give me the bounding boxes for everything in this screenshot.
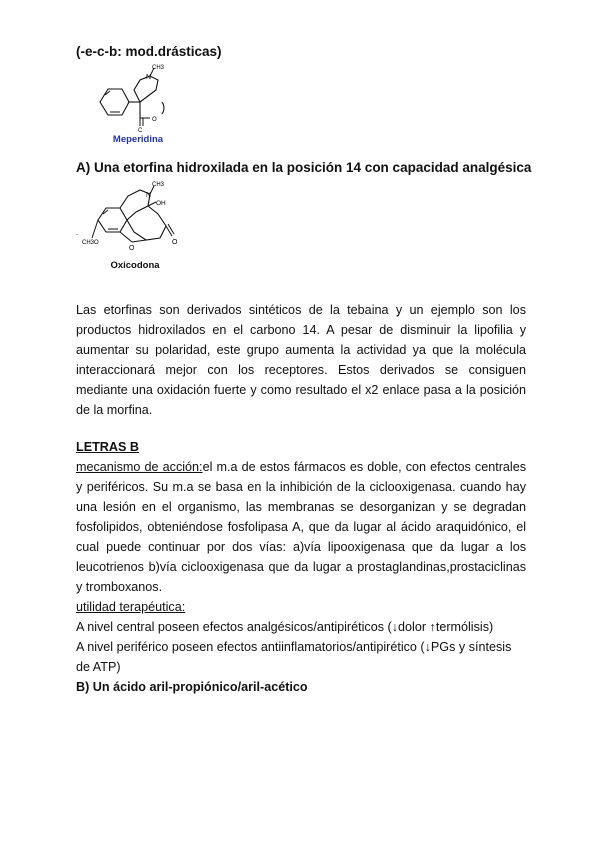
- oxycodone-ether-bond: [120, 232, 132, 242]
- oxycodone-drawing: [82, 180, 192, 258]
- utility-label: utilidad terapéutica:: [76, 600, 186, 614]
- meperidine-c-label: C: [138, 128, 143, 132]
- meperidine-structure: [96, 62, 196, 132]
- oxycodone-oh-label: OH: [156, 200, 166, 207]
- oxycodone-cyclohexanone-ring: [127, 206, 166, 240]
- letras-b-title: LETRAS B: [76, 440, 139, 454]
- oxycodone-methoxy-bond: [92, 220, 98, 238]
- meperidine-o-label: O: [152, 117, 157, 123]
- meperidine-n-label: N: [146, 74, 152, 81]
- central-effects-line: A nivel central poseen efectos analgésicos/antipiréticos (↓dolor ↑termólisis): [76, 620, 494, 634]
- heading-ecb: (-e-c-b: mod.drásticas): [76, 44, 222, 59]
- heading-a: A) Una etorfina hidroxilada en la posición 14 con capacidad analgésica: [76, 160, 532, 175]
- oxycodone-structure: [82, 180, 192, 258]
- heading-b: B) Un ácido aril-propiónico/aril-acético: [76, 680, 308, 694]
- oxycodone-n-methyl-label: CH3: [152, 182, 165, 188]
- oxycodone-ring-o-label: O: [129, 245, 135, 252]
- meperidine-caption: Meperidina: [112, 134, 164, 145]
- oxycodone-keto-o-label: O: [172, 239, 178, 246]
- paragraph-etorfinas: Las etorfinas son derivados sintéticos de la tebaina y un ejemplo son los productos hidroxilados en el carbono 14. A pesar de disminuir la lipofilia y aumentar su polaridad, este grupo aumenta la actividad ya que la molécula interaccionará mejor con los receptores. Estos derivados se consiguen mediante una oxidación fuerte y como resultado el x2 enlace pasa a la posición de la morfina.: [76, 303, 526, 417]
- oxycodone-caption: Oxicodona: [110, 260, 160, 271]
- oxycodone-oh-bond: [148, 202, 156, 206]
- oxycodone-aromatic-ring: [98, 208, 127, 232]
- meperidine-ethyl-chain: [162, 102, 164, 114]
- oxycodone-keto-bond: [168, 224, 174, 234]
- oxycodone-methoxy-label: CH3O: [82, 240, 99, 246]
- meperidine-methyl-label: CH3: [152, 65, 165, 71]
- stray-dot: .: [76, 228, 79, 237]
- peripheral-effects-line: A nivel periférico poseen efectos antiinflamatorios/antipirético (↓PGs y síntesis de ATP): [76, 640, 512, 674]
- mechanism-label: mecanismo de acción:: [76, 460, 203, 474]
- mechanism-text: el m.a de estos fármacos es doble, con efectos centrales y periféricos. Su m.a se basa en la inhibición de la ciclooxigenasa. cuando hay una lesión en el organismo, las membranas se desorganizan y se degradan fosfolipidos, obteniéndose fosfolipasa A, que da lugar al ácido araquidónico, el cual puede continuar por dos vías: a)vía lipooxigenasa que da lugar a los leucotrienos b)vía ciclooxigenasa que da lugar a prostaglandinas,prostaciclinas y tromboxanos.: [76, 460, 526, 594]
- mechanism-paragraph: [76, 457, 526, 597]
- oxycodone-ether-bond: [132, 240, 146, 242]
- meperidine-drawing: [96, 62, 196, 132]
- oxycodone-n-label: N: [146, 192, 152, 199]
- oxycodone-keto-bond: [166, 226, 172, 236]
- meperidine-benzene-ring: [100, 89, 129, 115]
- letras-b-section: [76, 437, 526, 697]
